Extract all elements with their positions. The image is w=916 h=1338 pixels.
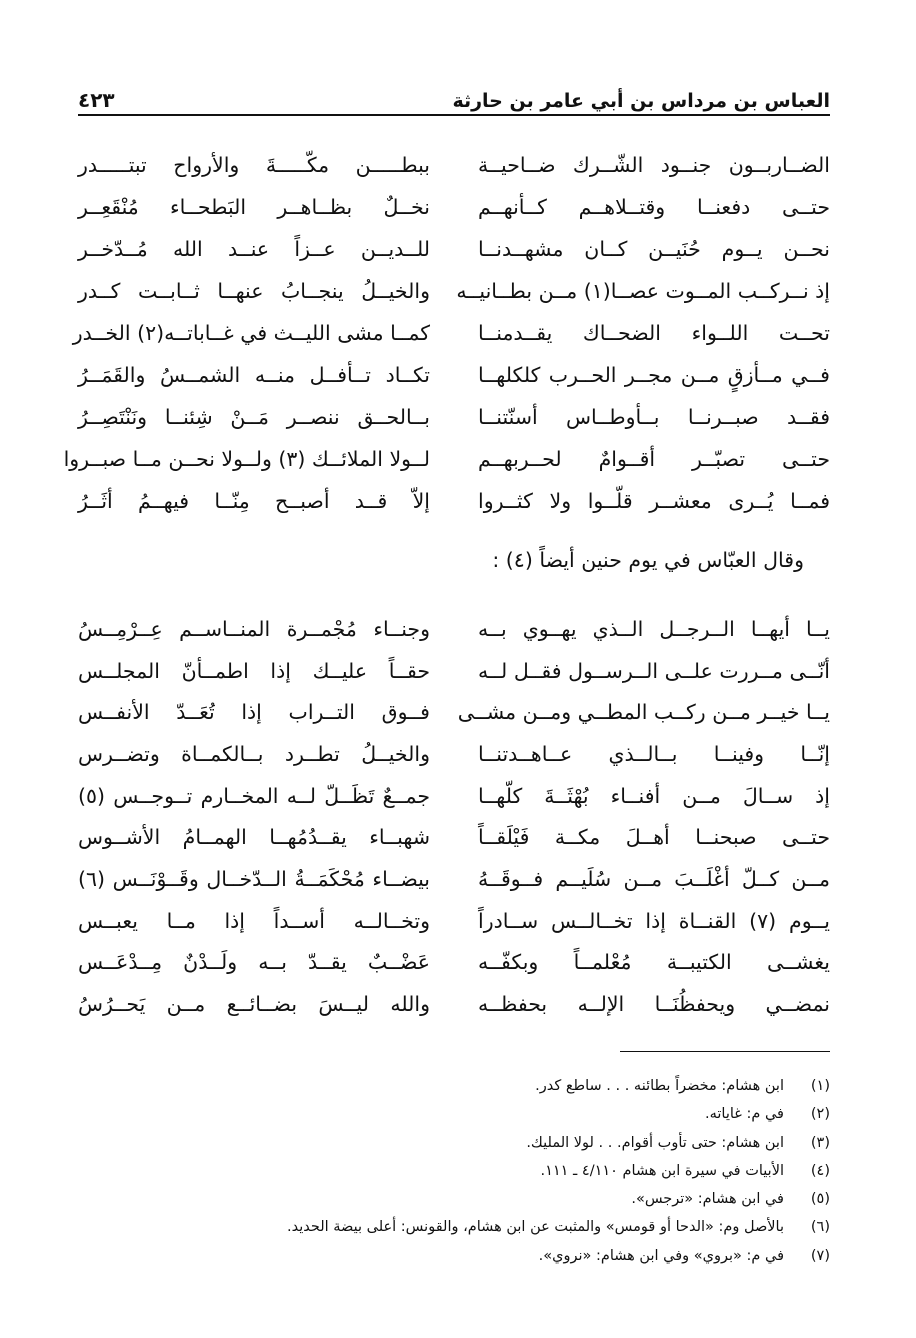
- verse-second-hemistich: والخيــلُ ينجــابُ عنهــا ثــابــت كــدر: [78, 279, 430, 303]
- verse-first-hemistich: إذ ســالَ مــن أفنــاء بُهْثَــةَ كلّهــا: [478, 783, 830, 808]
- verse-first-hemistich: حتــى صبحنــا أهــلَ مكــة فَيْلَقــاً: [478, 825, 830, 850]
- header-rule: [78, 114, 830, 116]
- verse: [78, 480, 830, 522]
- verse: [63, 438, 830, 480]
- footnote-separator: [620, 1051, 830, 1052]
- verse-second-hemistich: بــالحــق ننصــر مَــنْ شِئنــا ونَنْتَصِــرُ: [78, 405, 430, 429]
- footnote-text: في ابن هشام: «ترجس».: [631, 1191, 784, 1208]
- verse-first-hemistich: الضــاربــون جنــود الشّــرك ضــاحيــة: [478, 153, 830, 177]
- footnote-text: ابن هشام: حتى تأوب أقوام. . . لولا المليك.: [526, 1134, 784, 1151]
- verse: [78, 270, 830, 312]
- verse: [78, 942, 830, 984]
- footnote-text: بالأصل وم: «الدحا أو قومس» والمثبت عن ابن هشام، والقونس: أعلى بيضة الحديد.: [286, 1219, 784, 1236]
- verse-second-hemistich: عَضْــبٌ يقــدّ بــه ولَــدْنٌ مِــدْعَــس: [78, 950, 430, 975]
- verse-second-hemistich: وتخــالــه أســداً إذا مــا يعبــس: [78, 908, 430, 933]
- verse: [78, 144, 830, 186]
- verse-second-hemistich: لــولا الملائــك (٣) ولــولا نحــن مــا صبــروا: [63, 447, 430, 471]
- verse-first-hemistich: حتــى تصبّــر أقــوامٌ لحــربهــم: [478, 447, 830, 471]
- verse-first-hemistich: فمــا يُــرى معشــر قلّــوا ولا كثــروا: [478, 489, 830, 513]
- verse-second-hemistich: والله ليــسَ بضــائــع مــن يَحــرُسُ: [78, 992, 430, 1017]
- footnote-text: ابن هشام: مخضراً بطائنه . . . ساطع كدر.: [535, 1078, 784, 1094]
- footnote: [90, 1185, 830, 1213]
- footnote-text: في م: غاياته.: [705, 1106, 784, 1123]
- verse: [72, 312, 830, 354]
- verse-first-hemistich: نمضــي ويحفظُنَــا الإلــه بحفظــه: [478, 992, 830, 1017]
- verse-second-hemistich: شهبــاء يقــدُمُهــا الهمــامُ الأشــوس: [78, 825, 430, 850]
- verse: [78, 396, 830, 438]
- footnote: [90, 1213, 830, 1241]
- verse-second-hemistich: بيضــاء مُحْكَمَــةُ الــدّخــال وقَــوْنَــس (٦): [78, 866, 430, 891]
- footnote: [90, 1100, 830, 1128]
- verse-first-hemistich: نحــن يــوم حُنَيــن كــان مشهــدنــا: [478, 237, 830, 261]
- verse: [78, 228, 830, 270]
- verse-first-hemistich: تحــت اللــواء الضحــاك يقــدمنــا: [478, 321, 830, 345]
- verse-first-hemistich: يغشــى الكتيبــة مُعْلمــاً وبكفّــه: [478, 950, 830, 975]
- verse: [78, 900, 830, 942]
- verse: [78, 608, 830, 650]
- verse-first-hemistich: أنّــى مــررت علــى الــرســول فقــل لــه: [478, 658, 830, 683]
- footnote-text: الأبيات في سيرة ابن هشام ٤/١١٠ ـ ١١١.: [540, 1162, 784, 1179]
- verse-second-hemistich: وجنــاء مُجْمــرة المنــاســم عِــرْمِــسُ: [78, 616, 430, 641]
- footnote-number: (٤): [810, 1162, 830, 1179]
- verse-first-hemistich: مــن كــلّ أغْلَــبَ مــن سُلَيــم فــوقَــهُ: [478, 866, 830, 891]
- footnote-number: (٣): [810, 1134, 830, 1151]
- verse-second-hemistich: ببطـــــن مكّـــــةَ والأرواح تبتـــــدر: [78, 153, 430, 177]
- footnote-number: (١): [810, 1078, 830, 1094]
- footnote: [90, 1129, 830, 1157]
- verse-second-hemistich: تكــاد تــأفــل منــه الشمــسُ والقَمَــرُ: [78, 363, 430, 387]
- verse: [78, 650, 830, 692]
- footnote: [90, 1157, 830, 1185]
- footnote-number: (٥): [810, 1191, 830, 1208]
- verse-second-hemistich: إلاّ قــد أصبــح مِنّــا فيهــمُ أثَــرُ: [78, 489, 430, 513]
- verse-first-hemistich: حتــى دفعنــا وقتــلاهــم كــأنهــم: [478, 195, 830, 219]
- verse-second-hemistich: للــديــن عــزاً عنــد الله مُــدّخــر: [78, 237, 430, 261]
- verse: [78, 816, 830, 858]
- footnote: [90, 1242, 830, 1270]
- verse: [78, 186, 830, 228]
- footnote: [90, 1072, 830, 1100]
- verse: [78, 354, 830, 396]
- verse: [78, 691, 830, 733]
- verse-second-hemistich: حقــاً عليــك إذا اطمــأنّ المجلــس: [78, 658, 430, 683]
- verse-first-hemistich: فــي مــأزقٍ مــن مجــر الحــرب كلكلهــا: [478, 363, 830, 387]
- verse: [78, 858, 830, 900]
- footnotes: [90, 1072, 830, 1270]
- verse-second-hemistich: فــوق التــراب إذا تُعَــدّ الأنفــس: [78, 700, 430, 725]
- page-number: ٤٢٣: [78, 88, 115, 112]
- verse-second-hemistich: كمــا مشى الليــث في غــاباتــه(٢) الخــدر: [72, 321, 430, 345]
- verse-second-hemistich: والخيــلُ تطــرد بــالكمــاة وتضــرس: [78, 741, 430, 766]
- verse-first-hemistich: يــا خيــر مــن ركــب المطــي ومــن مشــى: [457, 700, 830, 725]
- verse-second-hemistich: جمــعٌ تَظَــلّ لــه المخــارم تــوجــس (٥): [78, 783, 430, 808]
- footnote-number: (٢): [810, 1106, 830, 1123]
- footnote-number: (٦): [810, 1219, 830, 1236]
- poem-first: [63, 144, 830, 522]
- verse-second-hemistich: نخــلٌ بظــاهــر البَطحــاء مُنْقَعِــر: [78, 195, 430, 219]
- verse: [78, 983, 830, 1025]
- verse-first-hemistich: فقــد صبــرنــا بــأوطــاس أسنّتنــا: [478, 405, 830, 429]
- page-header: [78, 78, 830, 112]
- verse-first-hemistich: إذ نــركــب المــوت عصــا(١) مــن بطــانيــه: [456, 279, 830, 303]
- footnote-number: (٧): [810, 1247, 830, 1264]
- verse: [78, 733, 830, 775]
- verse-first-hemistich: يــا أيهــا الــرجــل الــذي يهــوي بــه: [478, 616, 830, 641]
- verse-first-hemistich: إنّــا وفينــا بــالــذي عــاهــدتنــا: [478, 741, 830, 766]
- poem-second: [78, 608, 830, 1025]
- verse: [78, 775, 830, 817]
- poem-introduction: وقال العبّاس في يوم حنين أيضاً (٤) :: [492, 548, 804, 572]
- verse-first-hemistich: يــوم (٧) القنــاة إذا تخــالــس ســادراً: [478, 908, 830, 933]
- footnote-text: في م: «بروي» وفي ابن هشام: «نروي».: [538, 1247, 784, 1264]
- running-title: العباس بن مرداس بن أبي عامر بن حارثة: [452, 90, 830, 112]
